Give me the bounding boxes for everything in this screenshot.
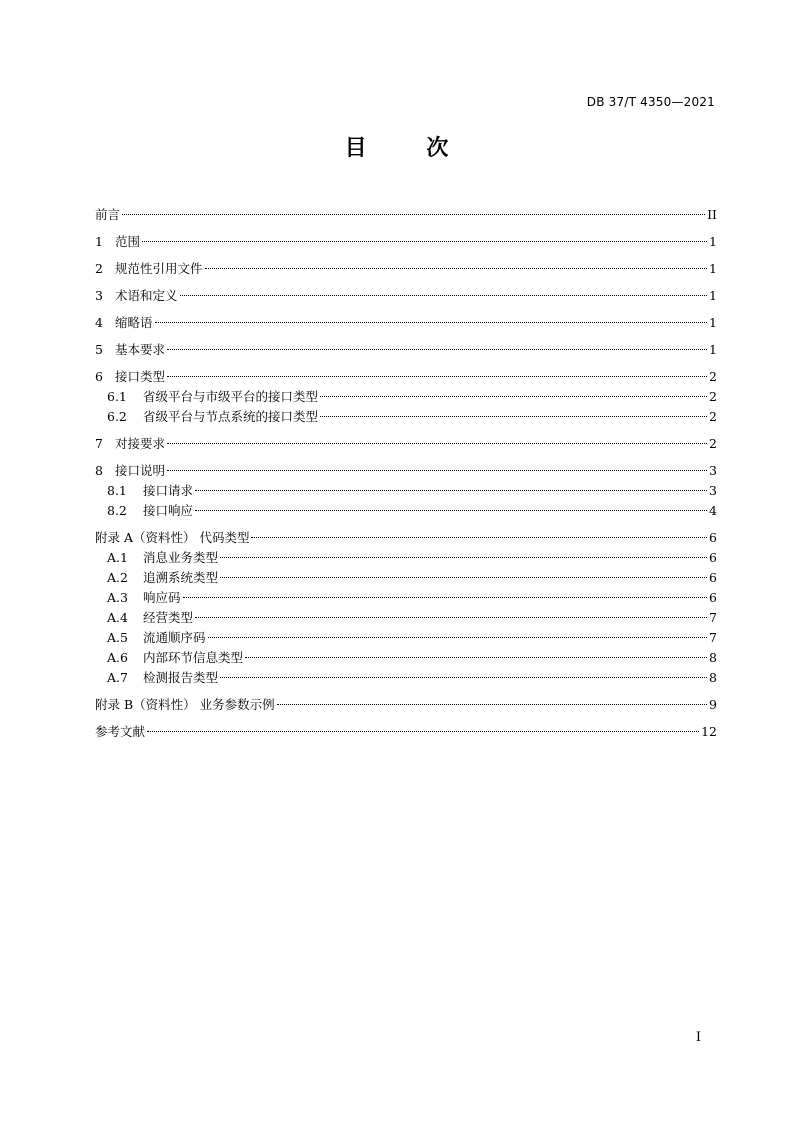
toc-entry-page: 1 (709, 315, 717, 330)
toc-entry-page: 7 (709, 630, 717, 645)
toc-entry-label: 经营类型 (143, 610, 194, 625)
toc-entry-label: 参考文献 (95, 724, 146, 739)
toc-dot-leader (167, 376, 707, 377)
toc-dot-leader (220, 577, 707, 578)
toc-entry-label: 响应码 (143, 590, 181, 605)
toc-entry[interactable] (95, 407, 717, 427)
toc-entry-number: A.1 (107, 550, 128, 565)
toc-entry-page: 2 (709, 409, 717, 424)
toc-entry[interactable] (95, 367, 717, 387)
toc-entry[interactable] (95, 313, 717, 333)
table-of-contents (95, 205, 717, 742)
toc-entry-number: 6.1 (107, 389, 127, 404)
toc-dot-leader (320, 416, 707, 417)
toc-entry-label: 前言 (95, 207, 121, 222)
toc-entry-page: 1 (709, 288, 717, 303)
toc-entry-page: 3 (709, 463, 717, 478)
toc-entry-page: 6 (709, 590, 717, 605)
toc-entry-number: 8.2 (107, 503, 127, 518)
toc-entry-label: 消息业务类型 (143, 550, 219, 565)
toc-dot-leader (220, 677, 707, 678)
toc-entry-label: 内部环节信息类型 (143, 650, 244, 665)
toc-entry-label: 规范性引用文件 (115, 261, 203, 276)
toc-dot-leader (142, 241, 707, 242)
toc-entry-number: 4 (95, 315, 103, 330)
toc-entry[interactable] (95, 528, 717, 548)
toc-entry-label: 流通顺序码 (143, 630, 206, 645)
toc-entry-page: 4 (709, 503, 717, 518)
toc-dot-leader (155, 322, 708, 323)
toc-entry[interactable] (95, 340, 717, 360)
toc-dot-leader (147, 731, 699, 732)
toc-entry-page: 2 (709, 369, 717, 384)
toc-entry-label: 追溯系统类型 (143, 570, 219, 585)
toc-dot-leader (167, 443, 707, 444)
page-title: 目 次 (344, 136, 475, 161)
toc-dot-leader (220, 557, 707, 558)
toc-entry-page: 12 (701, 724, 717, 739)
toc-entry[interactable] (95, 722, 717, 742)
footer-page-number: I (695, 1030, 701, 1045)
toc-dot-leader (195, 490, 707, 491)
toc-entry-page: 6 (709, 570, 717, 585)
toc-entry[interactable] (95, 501, 717, 521)
toc-entry-page: 2 (709, 436, 717, 451)
toc-entry-number: A.7 (107, 670, 128, 685)
toc-entry[interactable] (95, 434, 717, 454)
toc-entry-label: 范围 (115, 234, 141, 249)
toc-dot-leader (245, 657, 707, 658)
toc-entry-page: 1 (709, 342, 717, 357)
toc-dot-leader (320, 396, 707, 397)
toc-entry[interactable] (95, 608, 717, 628)
toc-entry-page: 1 (709, 261, 717, 276)
toc-dot-leader (195, 510, 707, 511)
toc-entry-number: 5 (95, 342, 103, 357)
toc-entry-number: A.3 (107, 590, 128, 605)
toc-entry-label: 术语和定义 (115, 288, 178, 303)
toc-entry[interactable] (95, 628, 717, 648)
toc-entry-page: 7 (709, 610, 717, 625)
toc-entry-page: 8 (709, 670, 717, 685)
toc-entry-number: A.5 (107, 630, 128, 645)
toc-entry-number: 2 (95, 261, 103, 276)
toc-entry-number: A.2 (107, 570, 128, 585)
toc-entry-page: 6 (709, 550, 717, 565)
toc-entry[interactable] (95, 548, 717, 568)
toc-entry-number: 7 (95, 436, 103, 451)
toc-entry-page: 2 (709, 389, 717, 404)
toc-entry-label: 接口响应 (143, 503, 194, 518)
toc-dot-leader (167, 470, 707, 471)
toc-dot-leader (167, 349, 707, 350)
toc-entry-number: 6.2 (107, 409, 127, 424)
toc-entry[interactable] (95, 648, 717, 668)
toc-dot-leader (195, 617, 707, 618)
toc-entry[interactable] (95, 461, 717, 481)
toc-entry[interactable] (95, 481, 717, 501)
toc-entry[interactable] (95, 286, 717, 306)
toc-entry-label: 检测报告类型 (143, 670, 219, 685)
toc-entry-label: 接口类型 (115, 369, 166, 384)
toc-entry-label: 省级平台与市级平台的接口类型 (143, 389, 319, 404)
toc-entry-number: 8 (95, 463, 103, 478)
toc-dot-leader (183, 597, 708, 598)
toc-entry[interactable] (95, 259, 717, 279)
toc-entry[interactable] (95, 568, 717, 588)
toc-dot-leader (180, 295, 708, 296)
toc-entry-number: A.6 (107, 650, 128, 665)
toc-entry-label: 缩略语 (115, 315, 153, 330)
toc-dot-leader (122, 214, 705, 215)
toc-entry[interactable] (95, 695, 717, 715)
toc-entry-label: 对接要求 (115, 436, 166, 451)
toc-entry-label: 基本要求 (115, 342, 166, 357)
toc-entry[interactable] (95, 232, 717, 252)
toc-entry-page: 1 (709, 234, 717, 249)
toc-entry[interactable] (95, 205, 717, 225)
toc-entry-number: 8.1 (107, 483, 127, 498)
toc-entry[interactable] (95, 588, 717, 608)
toc-dot-leader (205, 268, 708, 269)
toc-entry-number: 3 (95, 288, 103, 303)
toc-entry-number: 6 (95, 369, 103, 384)
toc-entry-label: 接口说明 (115, 463, 166, 478)
toc-entry-label: 省级平台与节点系统的接口类型 (143, 409, 319, 424)
toc-entry-number: 1 (95, 234, 103, 249)
toc-entry-label: 附录 A（资料性） 代码类型 (95, 530, 250, 545)
document-code: DB 37/T 4350—2021 (586, 95, 715, 109)
toc-entry-number: A.4 (107, 610, 128, 625)
toc-entry-page: 9 (709, 697, 717, 712)
toc-entry[interactable] (95, 668, 717, 688)
toc-entry-page: II (707, 207, 717, 222)
toc-dot-leader (208, 637, 708, 638)
toc-dot-leader (251, 537, 707, 538)
toc-entry[interactable] (95, 387, 717, 407)
toc-entry-label: 附录 B（资料性） 业务参数示例 (95, 697, 275, 712)
toc-entry-page: 3 (709, 483, 717, 498)
toc-entry-label: 接口请求 (143, 483, 194, 498)
toc-entry-page: 8 (709, 650, 717, 665)
toc-entry-page: 6 (709, 530, 717, 545)
toc-dot-leader (277, 704, 707, 705)
